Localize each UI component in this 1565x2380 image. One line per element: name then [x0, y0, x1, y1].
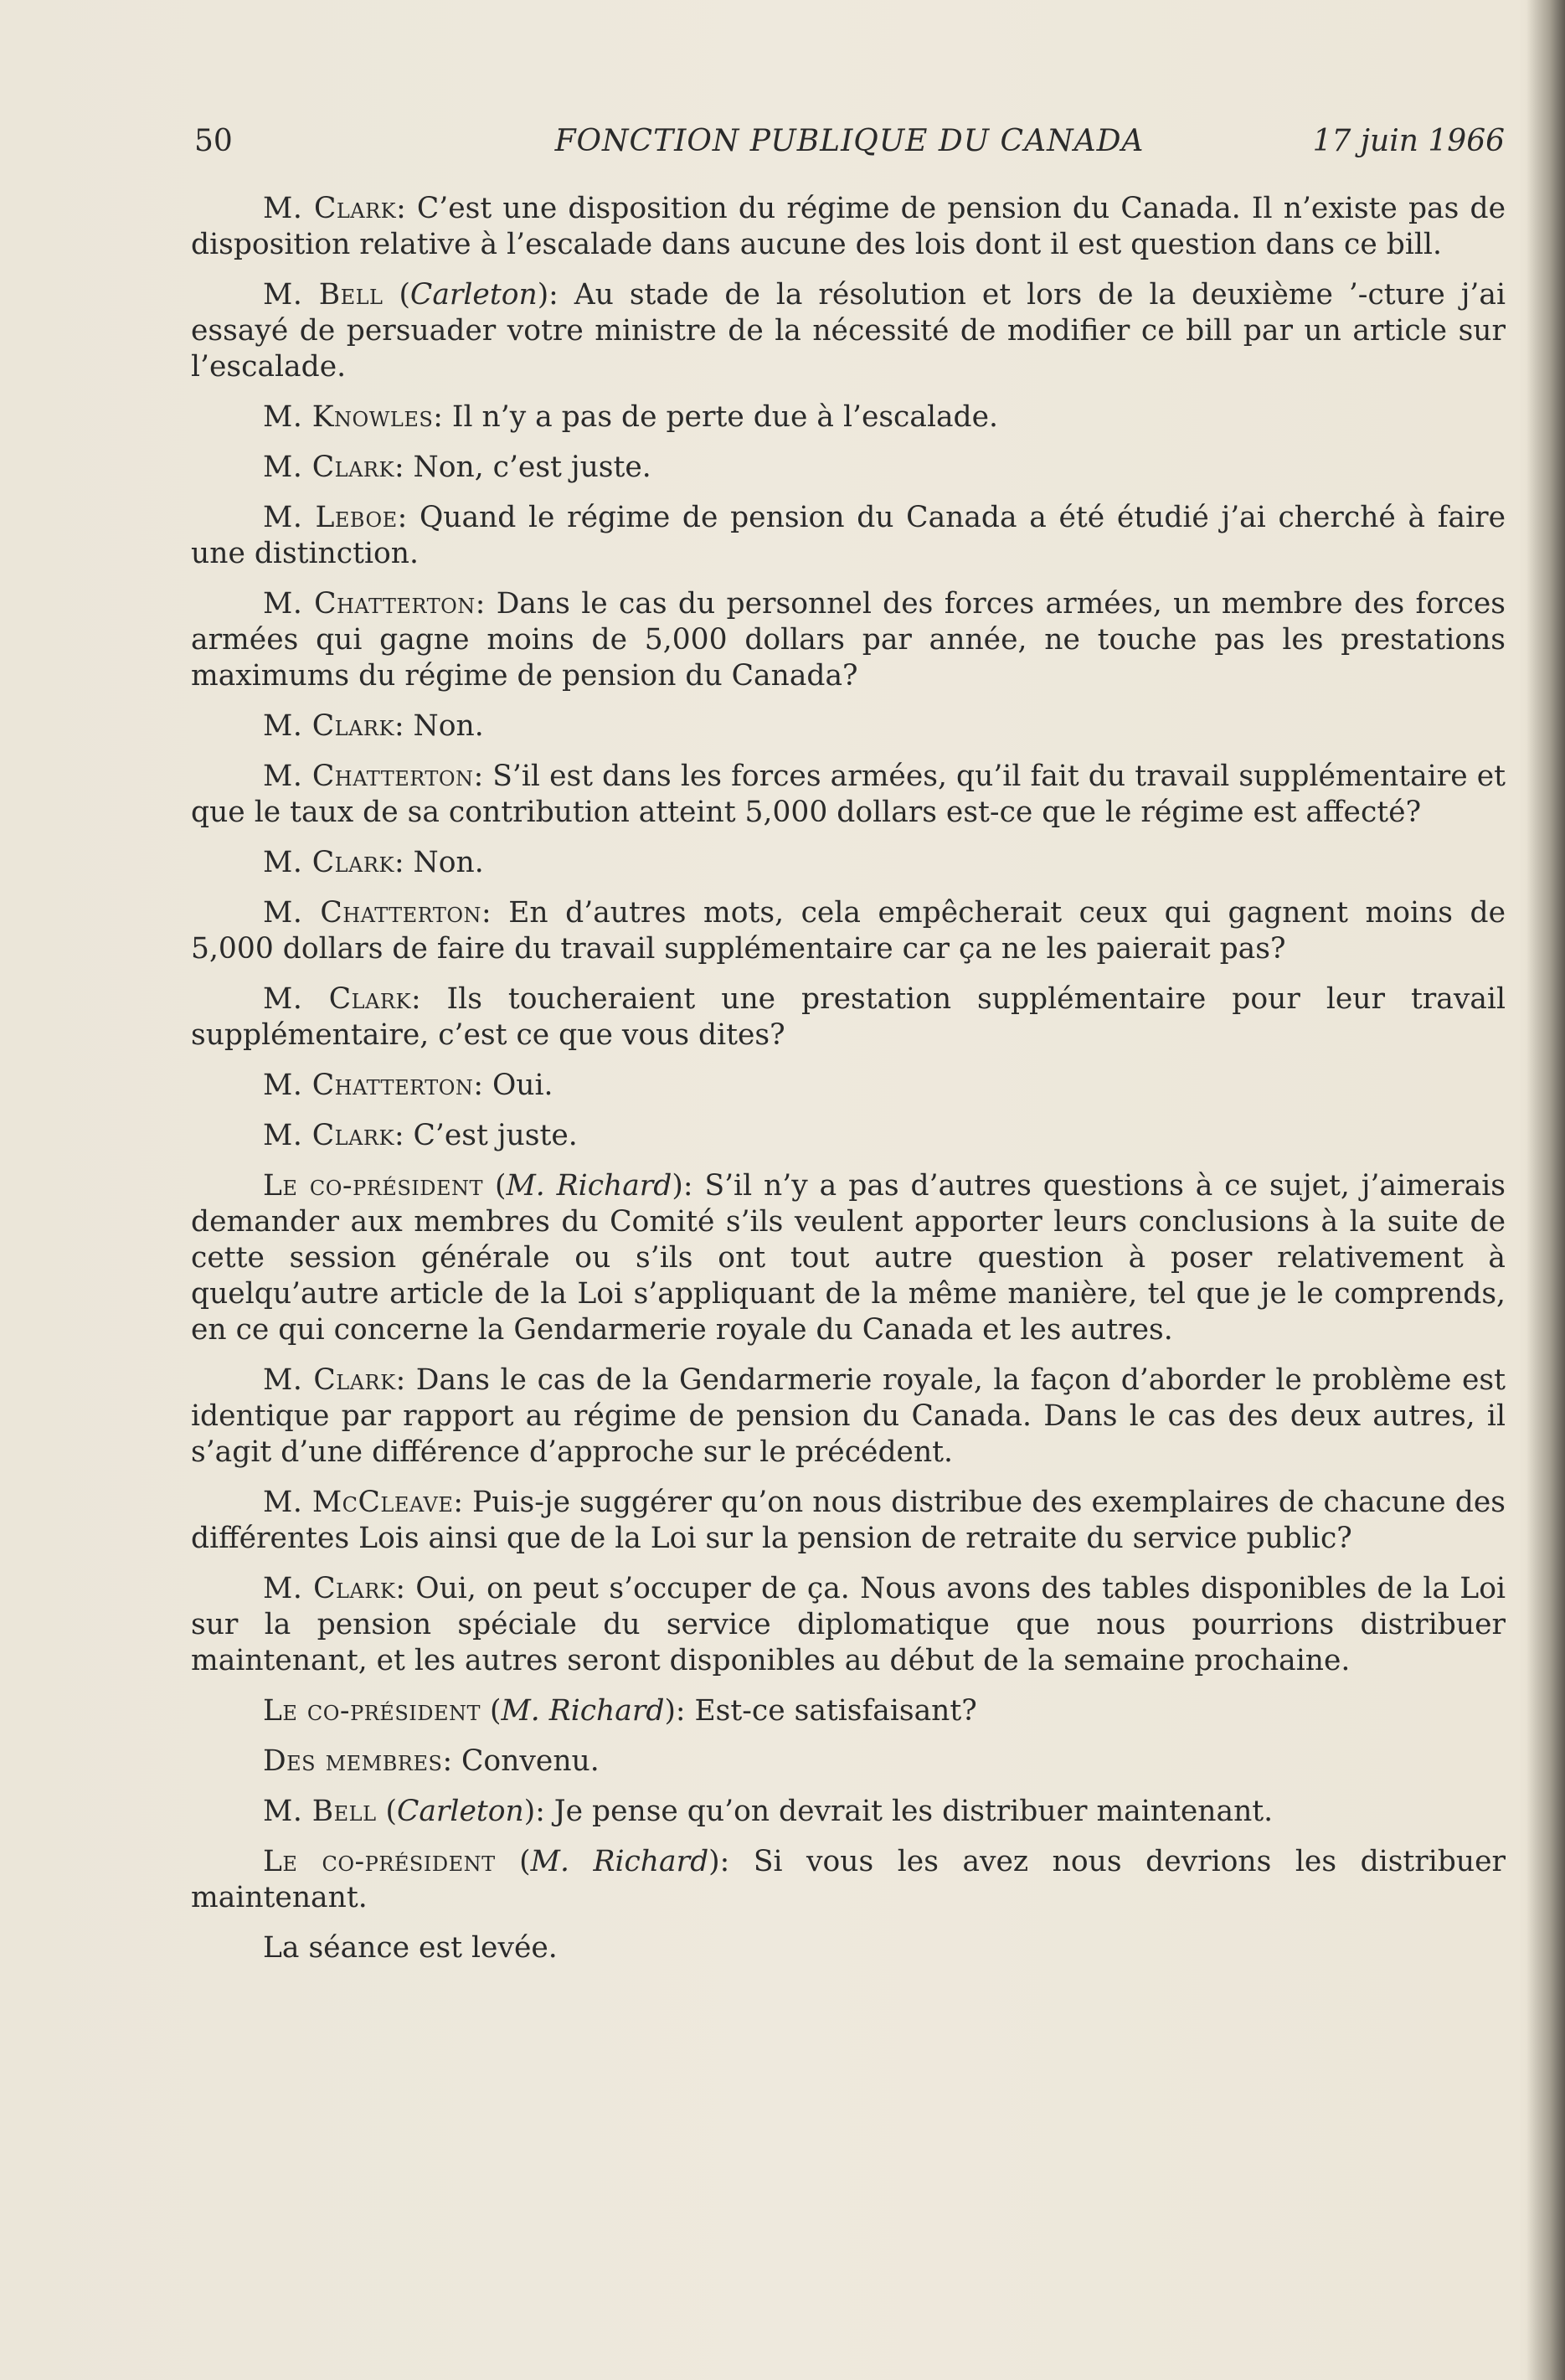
transcript-paragraph: M. Bell (Carleton): Je pense qu’on devrait les distribuer maintenant.: [263, 1795, 1274, 1828]
transcript-paragraph: [191, 1930, 1506, 1966]
speaker-name: M. Bell: [263, 1795, 377, 1828]
speaker-qualifier: M. Richard: [530, 1845, 709, 1878]
speaker-qualifier: M. Richard: [506, 1169, 672, 1203]
transcript-paragraph: M. Clark: Dans le cas de la Gendarmerie royale, la façon d’aborder le problème est identique par rapport au régime de pension du Canada. Dans le cas des deux autres, il s’agit d’une différence d’approche sur le précédent.: [191, 1363, 1506, 1469]
paragraph-text: Ils toucheraient une prestation supplémentaire pour leur travail supplémentaire, c’est ce que vous dites?: [191, 982, 1506, 1052]
speaker-name: M. Chatterton: [263, 760, 474, 793]
speaker-name: M. Bell: [263, 278, 384, 312]
transcript-paragraph: M. Clark: Non, c’est juste.: [263, 451, 651, 484]
paragraph-text: Non, c’est juste.: [413, 451, 651, 484]
paragraph-text: S’il est dans les forces armées, qu’il fait du travail supplémentaire et que le taux de sa contribution atteint 5,000 dollars est-ce que le régime est affecté?: [191, 760, 1506, 829]
transcript-paragraph: M. Clark: C’est une disposition du régime de pension du Canada. Il n’existe pas de disposition relative à l’escalade dans aucune des lois dont il est question dans ce bill.: [191, 192, 1506, 261]
speaker-name: M. McCleave: [263, 1486, 454, 1519]
transcript-paragraph: M. Chatterton: S’il est dans les forces armées, qu’il fait du travail supplémentaire et que le taux de sa contribution atteint 5,000 dollars est-ce que le régime est affecté?: [191, 760, 1506, 829]
paragraph-text: Dans le cas de la Gendarmerie royale, la façon d’aborder le problème est identique par rapport au régime de pension du Canada. Dans le cas des deux autres, il s’agit d’une différence d’approche sur le précédent.: [191, 1363, 1506, 1469]
transcript-body: [191, 191, 1506, 1981]
transcript-paragraph: M. Chatterton: Dans le cas du personnel des forces armées, un membre des forces armées qui gagne moins de 5,000 dollars par année, ne touche pas les prestations maximums du régime de pension du Canada?: [191, 587, 1506, 693]
transcript-paragraph: M. Clark: Non.: [263, 846, 484, 879]
speaker-qualifier: Carleton: [409, 278, 538, 312]
transcript-paragraph: Des membres: Convenu.: [263, 1744, 600, 1778]
paragraph-text: Au stade de la résolution et lors de la deuxième ’-cture j’ai essayé de persuader votre ministre de la nécessité de modifier ce bill par un article sur l’escalade.: [191, 278, 1506, 384]
speaker-name: M. Knowles: [263, 400, 434, 434]
paragraph-text: Convenu.: [461, 1744, 600, 1778]
transcript-paragraph: M. Clark: C’est juste.: [263, 1119, 578, 1152]
paragraph-text: Non.: [413, 709, 484, 743]
paragraph-text: C’est une disposition du régime de pension du Canada. Il n’existe pas de disposition relative à l’escalade dans aucune des lois dont il est question dans ce bill.: [191, 192, 1506, 261]
speaker-name: M. Clark: [263, 709, 394, 743]
paragraph-text: Si vous les avez nous devrions les distribuer maintenant.: [191, 1845, 1506, 1914]
paragraph-text: Est-ce satisfaisant?: [694, 1694, 977, 1728]
speaker-qualifier: M. Richard: [501, 1694, 665, 1728]
speaker-name: M. Clark: [263, 192, 397, 225]
page-number: 50: [194, 124, 233, 158]
paragraph-text: Il n’y a pas de perte due à l’escalade.: [451, 400, 999, 434]
transcript-paragraph: M. Clark: Oui, on peut s’occuper de ça. Nous avons des tables disponibles de la Loi sur la pension spéciale du service diplomatique que nous pourrions distribuer maintenant, et les autres seront disponibles au début de la semaine prochaine.: [191, 1572, 1506, 1677]
transcript-paragraph: M. Chatterton: Oui.: [263, 1069, 553, 1102]
speaker-name: M. Clark: [263, 846, 394, 879]
paragraph-text: Quand le régime de pension du Canada a été étudié j’ai cherché à faire une distinction.: [191, 501, 1506, 570]
paragraph-text: Oui.: [492, 1069, 553, 1102]
paragraph-text: S’il n’y a pas d’autres questions à ce sujet, j’aimerais demander aux membres du Comité s’ils veulent apporter leurs conclusions à la suite de cette session générale ou s’ils ont tout autre question à poser relativement à quelqu’autre article de la Loi s’appliquant de la même manière, tel que je le comprends, en ce qui concerne la Gendarmerie royale du Canada et les autres.: [191, 1169, 1506, 1347]
speaker-name: M. Chatterton: [263, 587, 476, 621]
paragraph-text: Puis-je suggérer qu’on nous distribue des exemplaires de chacune des différentes Lois ainsi que de la Loi sur la pension de retraite du service public?: [191, 1486, 1506, 1555]
speaker-name: M. Chatterton: [263, 896, 482, 930]
paragraph-text: En d’autres mots, cela empêcherait ceux qui gagnent moins de 5,000 dollars de faire du travail supplémentaire car ça ne les paierait pas?: [191, 896, 1506, 966]
transcript-paragraph: M. Knowles: Il n’y a pas de perte due à l’escalade.: [263, 400, 999, 434]
paragraph-text: La séance est levée.: [263, 1931, 558, 1965]
transcript-paragraph: M. Clark: Ils toucheraient une prestation supplémentaire pour leur travail supplémentaire, c’est ce que vous dites?: [191, 982, 1506, 1052]
transcript-paragraph: Le co-président (M. Richard): Si vous les avez nous devrions les distribuer maintenant.: [191, 1845, 1506, 1914]
speaker-name: Des membres: [263, 1744, 443, 1778]
transcript-paragraph: M. Clark: Non.: [263, 709, 484, 743]
paragraph-text: Non.: [413, 846, 484, 879]
paragraph-text: Oui, on peut s’occuper de ça. Nous avons des tables disponibles de la Loi sur la pension spéciale du service diplomatique que nous pourrions distribuer maintenant, et les autres seront disponibles au début de la semaine prochaine.: [191, 1572, 1506, 1677]
running-title: FONCTION PUBLIQUE DU CANADA: [554, 124, 1145, 158]
speaker-name: Le co-président: [263, 1169, 484, 1203]
page-header: [194, 124, 1505, 166]
transcript-paragraph: M. Chatterton: En d’autres mots, cela empêcherait ceux qui gagnent moins de 5,000 dollars de faire du travail supplémentaire car ça ne les paierait pas?: [191, 896, 1506, 966]
page-edge-shadow: [1526, 0, 1565, 2380]
transcript-paragraph: M. Bell (Carleton): Au stade de la résolution et lors de la deuxième ’-cture j’ai essayé de persuader votre ministre de la nécessité de modifier ce bill par un article sur l’escalade.: [191, 278, 1506, 384]
speaker-name: M. Clark: [263, 451, 394, 484]
transcript-paragraph: M. Leboe: Quand le régime de pension du Canada a été étudié j’ai cherché à faire une distinction.: [191, 501, 1506, 570]
paragraph-text: Dans le cas du personnel des forces armées, un membre des forces armées qui gagne moins de 5,000 dollars par année, ne touche pas les prestations maximums du régime de pension du Canada?: [191, 587, 1506, 693]
speaker-qualifier: Carleton: [396, 1795, 524, 1828]
speaker-name: M. Clark: [263, 1119, 394, 1152]
paragraph-text: C’est juste.: [413, 1119, 578, 1152]
transcript-paragraph: Le co-président (M. Richard): S’il n’y a pas d’autres questions à ce sujet, j’aimerais demander aux membres du Comité s’ils veulent apporter leurs conclusions à la suite de cette session générale ou s’ils ont tout autre question à poser relativement à quelqu’autre article de la Loi s’appliquant de la même manière, tel que je le comprends, en ce qui concerne la Gendarmerie royale du Canada et les autres.: [191, 1169, 1506, 1347]
speaker-name: M. Leboe: [263, 501, 398, 534]
speaker-name: M. Clark: [263, 1363, 396, 1397]
paragraph-text: Je pense qu’on devrait les distribuer maintenant.: [553, 1795, 1274, 1828]
speaker-name: Le co-président: [263, 1694, 481, 1728]
transcript-paragraph: Le co-président (M. Richard): Est-ce satisfaisant?: [263, 1694, 977, 1728]
header-date: 17 juin 1966: [1312, 124, 1505, 158]
speaker-name: M. Chatterton: [263, 1069, 474, 1102]
transcript-paragraph: M. McCleave: Puis-je suggérer qu’on nous distribue des exemplaires de chacune des différentes Lois ainsi que de la Loi sur la pension de retraite du service public?: [191, 1486, 1506, 1555]
speaker-name: M. Clark: [263, 1572, 396, 1605]
speaker-name: M. Clark: [263, 982, 411, 1016]
speaker-name: Le co-président: [263, 1845, 496, 1878]
